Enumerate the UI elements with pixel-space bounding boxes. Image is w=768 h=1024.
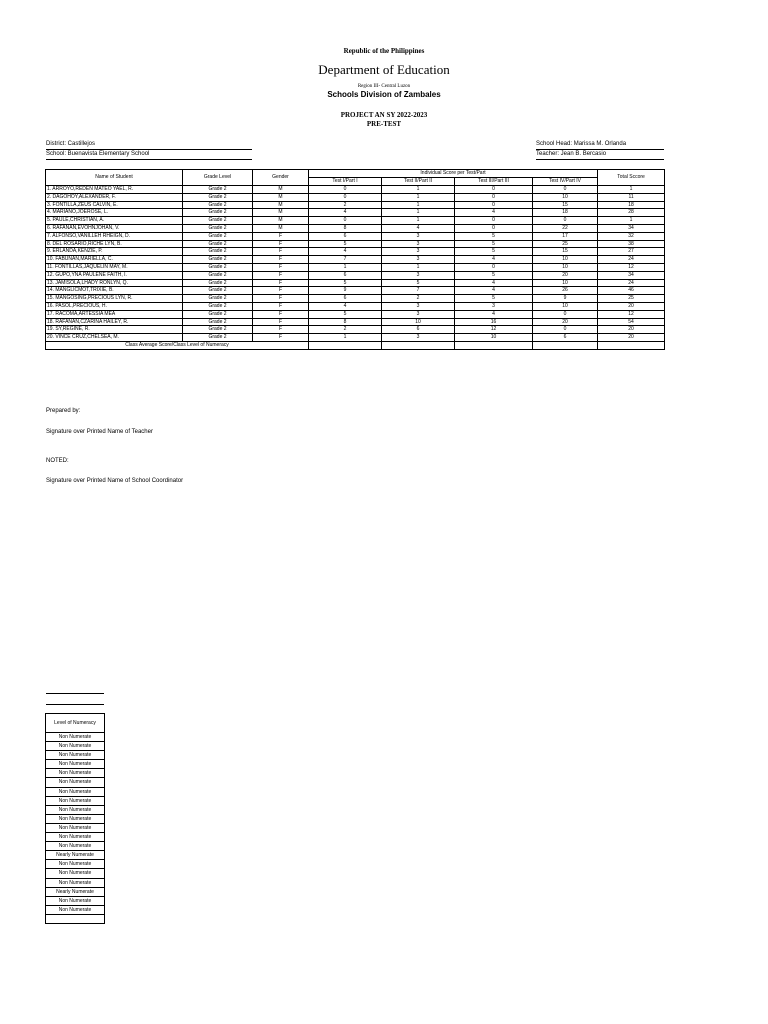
grade-level: Grade 2 <box>183 256 253 264</box>
test2-score: 10 <box>382 318 455 326</box>
table-row <box>46 310 665 318</box>
test2-score: 1 <box>382 209 455 217</box>
test4-score: 9 <box>533 295 598 303</box>
test4-score: 0 <box>533 310 598 318</box>
table-row <box>46 240 665 248</box>
republic-heading: Republic of the Philippines <box>343 47 425 55</box>
total-score: 54 <box>598 318 665 326</box>
total-score: 38 <box>598 240 665 248</box>
numeracy-level: Non Numerate <box>46 778 105 787</box>
list-item <box>46 833 105 842</box>
numeracy-level: Non Numerate <box>46 896 105 905</box>
table-row <box>46 302 665 310</box>
total-score: 1 <box>598 186 665 194</box>
numeracy-level: Non Numerate <box>46 742 105 751</box>
test4-score: 10 <box>533 256 598 264</box>
numeracy-level: Non Numerate <box>46 733 105 742</box>
student-name: 17. RACOMA,ARTESSIA MEA <box>46 310 183 318</box>
test3-score: 4 <box>455 256 533 264</box>
gender: M <box>253 209 309 217</box>
list-item <box>46 905 105 914</box>
test2-score: 3 <box>382 240 455 248</box>
header-test1: Test I/Part I <box>309 178 382 186</box>
student-name: 15. MANGOSING,PRECIOUS LYN, R. <box>46 295 183 303</box>
grade-level: Grade 2 <box>183 209 253 217</box>
test4-score: 10 <box>533 263 598 271</box>
student-name: 12. GUPO,YNA PAULENE FAITH, I. <box>46 271 183 279</box>
test2-score: 4 <box>382 224 455 232</box>
total-score: 28 <box>598 209 665 217</box>
test2-score: 2 <box>382 295 455 303</box>
test1-score: 8 <box>309 318 382 326</box>
test4-score: 22 <box>533 224 598 232</box>
coordinator-signature-line: Signature over Printed Name of School Coordinator <box>46 478 184 484</box>
numeracy-level: Non Numerate <box>46 905 105 914</box>
test4-score: 10 <box>533 279 598 287</box>
gender: M <box>253 224 309 232</box>
list-item <box>46 914 105 923</box>
numeracy-level: Non Numerate <box>46 878 105 887</box>
grade-level: Grade 2 <box>183 318 253 326</box>
test1-score: 5 <box>309 310 382 318</box>
header-individual-score: Individual Score per Test/Part <box>309 170 598 178</box>
student-name: 14. MANGLICMOT,TRIXIE, B. <box>46 287 183 295</box>
gender: F <box>253 271 309 279</box>
numeracy-header: Level of Numeracy <box>46 714 105 733</box>
numeracy-level: Nearly Numerate <box>46 887 105 896</box>
header-test4: Test IV/Part IV <box>533 178 598 186</box>
numeracy-level: Non Numerate <box>46 842 105 851</box>
grade-level: Grade 2 <box>183 232 253 240</box>
list-item <box>46 814 105 823</box>
list-item <box>46 842 105 851</box>
table-row <box>46 217 665 225</box>
list-item <box>46 769 105 778</box>
list-item <box>46 760 105 769</box>
test2-score: 6 <box>382 326 455 334</box>
header-name: Name of Student <box>46 170 183 186</box>
numeracy-level: Non Numerate <box>46 751 105 760</box>
table-row <box>46 256 665 264</box>
class-average-label: Class Average Score/Class Level of Numeracy <box>46 341 309 349</box>
student-name: 9. ERLANDA,KENZIE, P. <box>46 248 183 256</box>
region-heading: Region III- Central Luzon <box>357 84 411 89</box>
test2-score: 7 <box>382 287 455 295</box>
student-name: 16. PASOL,PRECIOUS, H. <box>46 302 183 310</box>
student-name: 2. DAGOHOY,ALEXANDER, F. <box>46 193 183 201</box>
student-name: 4. MARIANO,JOEROSE, L. <box>46 209 183 217</box>
student-name: 6. RAFANAN,EVOHNJOHAN, V. <box>46 224 183 232</box>
test3-score: 0 <box>455 186 533 194</box>
school-field: School: Buenavista Elementary School <box>46 150 252 160</box>
table-row <box>46 193 665 201</box>
header-total: Total Sccore <box>598 170 665 186</box>
list-item <box>46 805 105 814</box>
class-average-test4 <box>533 341 598 349</box>
table-row <box>46 224 665 232</box>
test1-score: 2 <box>309 201 382 209</box>
total-score: 34 <box>598 224 665 232</box>
division-heading: Schools Division of Zambales <box>327 90 441 99</box>
header-test2: Test II/Part II <box>382 178 455 186</box>
table-row <box>46 232 665 240</box>
test1-score: 6 <box>309 295 382 303</box>
divider-line <box>46 704 104 705</box>
prepared-by-label: Prepared by: <box>46 408 81 414</box>
test2-score: 3 <box>382 256 455 264</box>
test2-score: 1 <box>382 217 455 225</box>
class-average-total <box>598 341 665 349</box>
gender: F <box>253 318 309 326</box>
student-name: 18. RAFANAN,CZARINA HAILEY, R. <box>46 318 183 326</box>
scores-table <box>45 169 665 350</box>
test1-score: 6 <box>309 232 382 240</box>
list-item <box>46 742 105 751</box>
gender: F <box>253 256 309 264</box>
test3-score: 10 <box>455 334 533 342</box>
list-item <box>46 823 105 832</box>
total-score: 34 <box>598 271 665 279</box>
list-item <box>46 896 105 905</box>
test2-score: 3 <box>382 334 455 342</box>
test1-score: 9 <box>309 287 382 295</box>
test1-score: 2 <box>309 326 382 334</box>
grade-level: Grade 2 <box>183 302 253 310</box>
test1-score: 5 <box>309 240 382 248</box>
test3-score: 5 <box>455 295 533 303</box>
test2-score: 3 <box>382 248 455 256</box>
table-row <box>46 271 665 279</box>
test4-score: 15 <box>533 248 598 256</box>
gender: F <box>253 263 309 271</box>
student-name: 13. JAMISOLA,LHADY RONLYN, Q. <box>46 279 183 287</box>
grade-level: Grade 2 <box>183 217 253 225</box>
test1-score: 0 <box>309 186 382 194</box>
list-item <box>46 733 105 742</box>
test2-score: 3 <box>382 310 455 318</box>
total-score: 25 <box>598 295 665 303</box>
test4-score: 0 <box>533 326 598 334</box>
teacher-signature-line: Signature over Printed Name of Teacher <box>46 429 153 435</box>
test3-score: 0 <box>455 263 533 271</box>
table-row <box>46 263 665 271</box>
table-row <box>46 326 665 334</box>
header-grade: Grade Level <box>183 170 253 186</box>
test3-score: 12 <box>455 326 533 334</box>
test4-score: 26 <box>533 287 598 295</box>
class-average-test1 <box>309 341 382 349</box>
grade-level: Grade 2 <box>183 186 253 194</box>
table-row <box>46 295 665 303</box>
table-row <box>46 186 665 194</box>
numeracy-level: Non Numerate <box>46 814 105 823</box>
numeracy-level: Nearly Numerate <box>46 851 105 860</box>
total-score: 12 <box>598 263 665 271</box>
total-score: 20 <box>598 302 665 310</box>
total-score: 24 <box>598 256 665 264</box>
noted-label: NOTED: <box>46 458 69 464</box>
test4-score: 17 <box>533 232 598 240</box>
gender: F <box>253 302 309 310</box>
table-row <box>46 318 665 326</box>
district-field: District: Castillejos <box>46 140 252 150</box>
test1-score: 1 <box>309 334 382 342</box>
gender: M <box>253 193 309 201</box>
test4-score: 18 <box>533 209 598 217</box>
header-test3: Test III/Part III <box>455 178 533 186</box>
total-score: 12 <box>598 310 665 318</box>
gender: F <box>253 279 309 287</box>
project-title: PROJECT AN SY 2022-2023 <box>340 111 428 119</box>
department-heading: Department of Education <box>318 62 450 77</box>
list-item <box>46 796 105 805</box>
grade-level: Grade 2 <box>183 326 253 334</box>
list-item <box>46 851 105 860</box>
test4-score: 0 <box>533 217 598 225</box>
table-row <box>46 287 665 295</box>
test2-score: 1 <box>382 186 455 194</box>
test2-score: 1 <box>382 263 455 271</box>
test3-score: 4 <box>455 310 533 318</box>
numeracy-level: Non Numerate <box>46 805 105 814</box>
test4-score: 10 <box>533 302 598 310</box>
test3-score: 3 <box>455 302 533 310</box>
total-score: 20 <box>598 334 665 342</box>
test1-score: 7 <box>309 256 382 264</box>
test4-score: 20 <box>533 271 598 279</box>
numeracy-level: Non Numerate <box>46 860 105 869</box>
numeracy-level: Non Numerate <box>46 823 105 832</box>
total-score: 1 <box>598 217 665 225</box>
numeracy-level: Non Numerate <box>46 833 105 842</box>
student-name: 5. PAULE,CHRISTIAN, A. <box>46 217 183 225</box>
test4-score: 0 <box>533 186 598 194</box>
total-score: 18 <box>598 201 665 209</box>
student-name: 1. ARROYO,REDEN MATEO YAEL, R. <box>46 186 183 194</box>
gender: M <box>253 217 309 225</box>
test3-score: 4 <box>455 279 533 287</box>
numeracy-level-blank <box>46 914 105 923</box>
total-score: 24 <box>598 279 665 287</box>
table-row <box>46 201 665 209</box>
test4-score: 25 <box>533 240 598 248</box>
student-name: 11. FONTILLAS,JAQUELIN MAY, M. <box>46 263 183 271</box>
test-title: PRE-TEST <box>366 120 402 128</box>
list-item <box>46 751 105 760</box>
total-score: 20 <box>598 326 665 334</box>
table-row <box>46 209 665 217</box>
class-average-test2 <box>382 341 455 349</box>
test3-score: 16 <box>455 318 533 326</box>
test2-score: 5 <box>382 279 455 287</box>
grade-level: Grade 2 <box>183 248 253 256</box>
numeracy-level-table <box>45 713 105 924</box>
grade-level: Grade 2 <box>183 279 253 287</box>
test2-score: 3 <box>382 271 455 279</box>
test1-score: 4 <box>309 302 382 310</box>
student-name: 19. SY,REGINE, R. <box>46 326 183 334</box>
list-item <box>46 887 105 896</box>
numeracy-level: Non Numerate <box>46 796 105 805</box>
test3-score: 5 <box>455 248 533 256</box>
test4-score: 10 <box>533 193 598 201</box>
test3-score: 4 <box>455 287 533 295</box>
list-item <box>46 878 105 887</box>
grade-level: Grade 2 <box>183 295 253 303</box>
numeracy-level: Non Numerate <box>46 869 105 878</box>
grade-level: Grade 2 <box>183 240 253 248</box>
numeracy-level: Non Numerate <box>46 769 105 778</box>
total-score: 11 <box>598 193 665 201</box>
student-name: 3. FONTILLA,ZEUS CALVIN, E. <box>46 201 183 209</box>
test4-score: 15 <box>533 201 598 209</box>
table-row <box>46 248 665 256</box>
grade-level: Grade 2 <box>183 310 253 318</box>
gender: F <box>253 232 309 240</box>
gender: F <box>253 326 309 334</box>
student-name: 8. DEL ROSARIO,RICHE LYN, B. <box>46 240 183 248</box>
list-item <box>46 869 105 878</box>
test2-score: 3 <box>382 232 455 240</box>
grade-level: Grade 2 <box>183 201 253 209</box>
test3-score: 0 <box>455 217 533 225</box>
header-gender: Gender <box>253 170 309 186</box>
test1-score: 1 <box>309 263 382 271</box>
test3-score: 5 <box>455 232 533 240</box>
gender: F <box>253 310 309 318</box>
student-name: 10. FABUNAN,MARIELLA, C. <box>46 256 183 264</box>
test4-score: 6 <box>533 334 598 342</box>
test2-score: 3 <box>382 302 455 310</box>
grade-level: Grade 2 <box>183 263 253 271</box>
test2-score: 1 <box>382 201 455 209</box>
student-name: 20. VINCE CRUZ,CHELSEA, M. <box>46 334 183 342</box>
student-name: 7. ALFONSO,VANILLEH RHEIGN, D. <box>46 232 183 240</box>
grade-level: Grade 2 <box>183 334 253 342</box>
gender: F <box>253 334 309 342</box>
test1-score: 6 <box>309 271 382 279</box>
test1-score: 4 <box>309 209 382 217</box>
gender: M <box>253 186 309 194</box>
test1-score: 8 <box>309 224 382 232</box>
test1-score: 0 <box>309 217 382 225</box>
gender: F <box>253 248 309 256</box>
total-score: 46 <box>598 287 665 295</box>
test2-score: 1 <box>382 193 455 201</box>
gender: M <box>253 201 309 209</box>
divider-line <box>46 693 104 694</box>
test3-score: 4 <box>455 209 533 217</box>
gender: F <box>253 287 309 295</box>
test3-score: 0 <box>455 193 533 201</box>
numeracy-level: Non Numerate <box>46 787 105 796</box>
test4-score: 20 <box>533 318 598 326</box>
table-row <box>46 279 665 287</box>
gender: F <box>253 295 309 303</box>
table-row <box>46 334 665 342</box>
grade-level: Grade 2 <box>183 193 253 201</box>
gender: F <box>253 240 309 248</box>
test3-score: 5 <box>455 240 533 248</box>
class-average-test3 <box>455 341 533 349</box>
total-score: 32 <box>598 232 665 240</box>
grade-level: Grade 2 <box>183 271 253 279</box>
test1-score: 0 <box>309 193 382 201</box>
test3-score: 5 <box>455 271 533 279</box>
grade-level: Grade 2 <box>183 224 253 232</box>
total-score: 27 <box>598 248 665 256</box>
list-item <box>46 778 105 787</box>
school-head-field: School Head: Marissa M. Orlanda <box>536 140 664 150</box>
list-item <box>46 860 105 869</box>
test1-score: 5 <box>309 279 382 287</box>
test1-score: 4 <box>309 248 382 256</box>
list-item <box>46 787 105 796</box>
test3-score: 0 <box>455 224 533 232</box>
teacher-field: Teacher: Jean B. Bercasio <box>536 150 664 160</box>
grade-level: Grade 2 <box>183 287 253 295</box>
test3-score: 0 <box>455 201 533 209</box>
numeracy-level: Non Numerate <box>46 760 105 769</box>
